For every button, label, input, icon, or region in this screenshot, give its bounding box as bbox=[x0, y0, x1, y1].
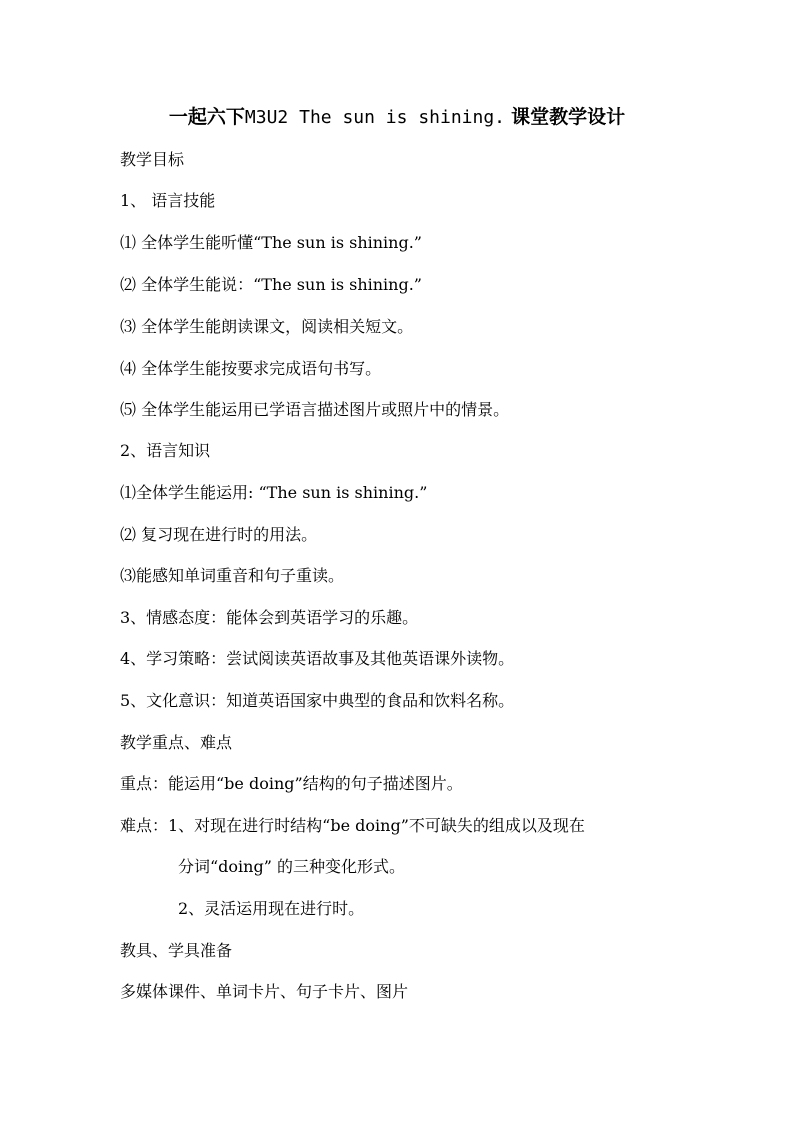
section-heading-materials: 教具、学具准备 bbox=[120, 941, 233, 960]
section-heading-objectives: 教学目标 bbox=[120, 150, 185, 169]
key-point: 重点：能运用“be doing”结构的句子描述图片。 bbox=[120, 774, 463, 793]
difficult-point-1-continued: 分词“doing” 的三种变化形式。 bbox=[178, 857, 405, 876]
section-heading-key-points: 教学重点、难点 bbox=[120, 733, 233, 752]
objective-language-skills: 1、 语言技能 bbox=[120, 191, 216, 210]
title-prefix: 一起六下 bbox=[168, 106, 245, 128]
objective-attitude: 3、情感态度：能体会到英语学习的乐趣。 bbox=[120, 608, 419, 627]
skill-item-4: ⑷ 全体学生能按要求完成语句书写。 bbox=[120, 359, 382, 378]
difficult-point-2: 2、灵活运用现在进行时。 bbox=[178, 899, 365, 918]
skill-item-2: ⑵ 全体学生能说：“The sun is shining.” bbox=[120, 275, 422, 294]
document-title bbox=[0, 103, 794, 132]
knowledge-item-1: ⑴全体学生能运用: “The sun is shining.” bbox=[120, 483, 428, 502]
skill-item-1: ⑴ 全体学生能听懂“The sun is shining.” bbox=[120, 233, 422, 252]
objective-language-knowledge: 2、语言知识 bbox=[120, 441, 211, 460]
skill-item-3: ⑶ 全体学生能朗读课文，阅读相关短文。 bbox=[120, 317, 414, 336]
difficult-point-1: 难点：1、对现在进行时结构“be doing”不可缺失的组成以及现在 bbox=[120, 816, 585, 835]
knowledge-item-2: ⑵ 复习现在进行时的用法。 bbox=[120, 525, 318, 544]
knowledge-item-3: ⑶能感知单词重音和句子重读。 bbox=[120, 566, 345, 585]
skill-item-5: ⑸ 全体学生能运用已学语言描述图片或照片中的情景。 bbox=[120, 400, 510, 419]
title-suffix: 课堂教学设计 bbox=[511, 106, 626, 128]
materials-list: 多媒体课件、单词卡片、句子卡片、图片 bbox=[120, 982, 409, 1001]
title-code: M3U2 The sun is shining. bbox=[244, 107, 506, 128]
objective-culture: 5、文化意识：知道英语国家中典型的食品和饮料名称。 bbox=[120, 691, 515, 710]
objective-strategy: 4、学习策略：尝试阅读英语故事及其他英语课外读物。 bbox=[120, 649, 515, 668]
